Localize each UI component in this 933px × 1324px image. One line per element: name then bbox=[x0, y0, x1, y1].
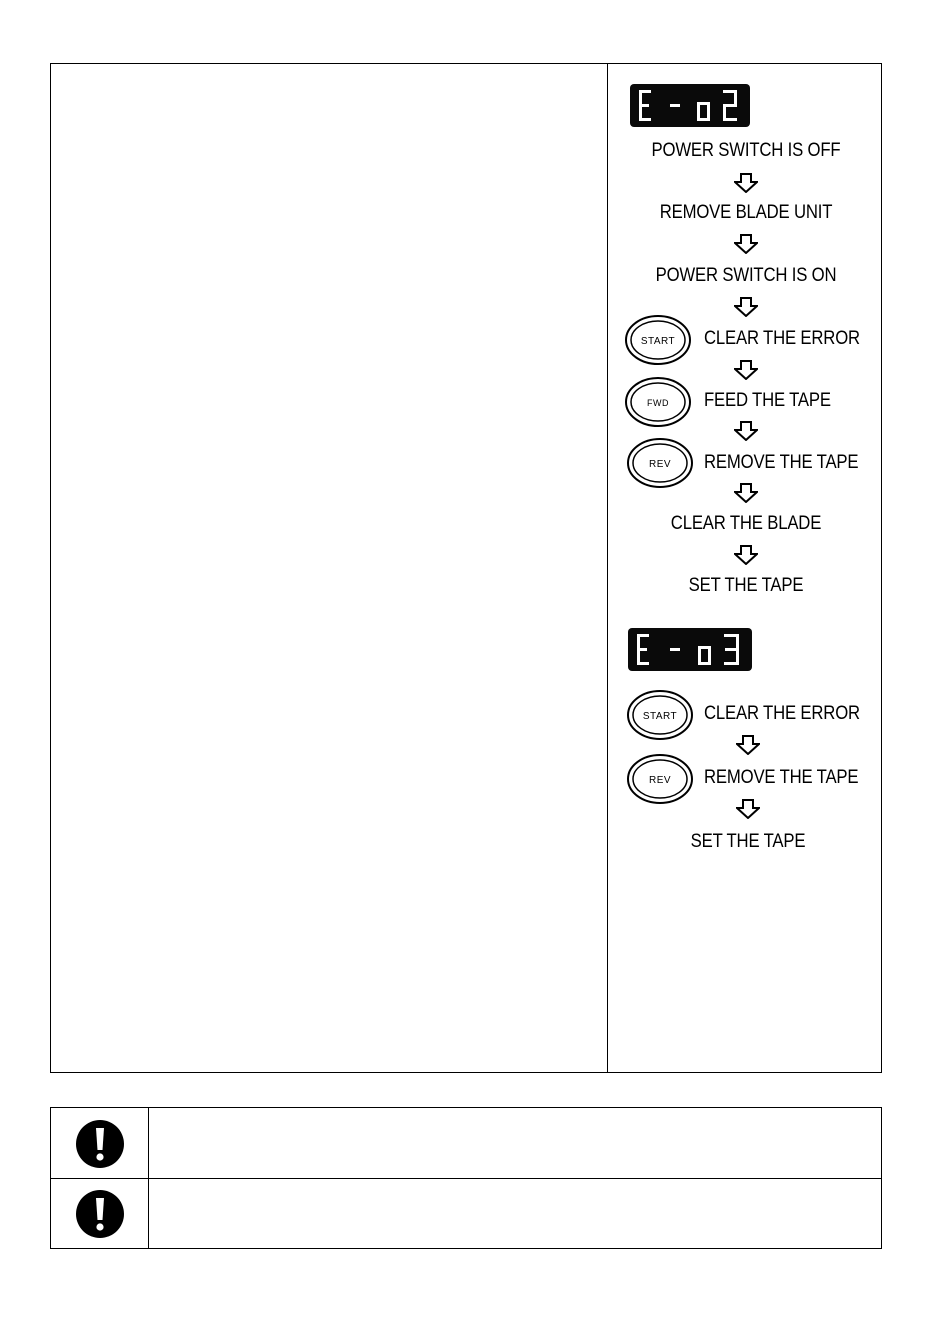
arrow-down-icon bbox=[736, 735, 760, 755]
note-icon-cell bbox=[51, 1108, 149, 1178]
arrow-down-icon bbox=[736, 799, 760, 819]
procedure-flow-cell bbox=[608, 64, 881, 1072]
start-key-icon bbox=[624, 314, 692, 366]
step-clear-error: CLEAR THE ERROR bbox=[704, 703, 860, 724]
arrow-down-icon bbox=[734, 421, 758, 441]
error-display-e02 bbox=[630, 84, 750, 127]
note-row bbox=[51, 1178, 881, 1248]
exclamation-circle-icon bbox=[75, 1119, 125, 1169]
step-remove-tape: REMOVE THE TAPE bbox=[704, 452, 859, 473]
rev-key-label: REV bbox=[648, 459, 672, 470]
arrow-down-icon bbox=[734, 234, 758, 254]
step-power-on: POWER SWITCH IS ON bbox=[655, 265, 837, 286]
arrow-down-icon bbox=[734, 483, 758, 503]
rev-key-icon bbox=[626, 753, 694, 805]
fwd-key-icon bbox=[624, 376, 692, 428]
fwd-key-label: FWD bbox=[647, 398, 669, 408]
step-clear-blade: CLEAR THE BLADE bbox=[670, 513, 822, 534]
arrow-down-icon bbox=[734, 173, 758, 193]
note-icon-cell bbox=[51, 1178, 149, 1248]
arrow-down-icon bbox=[734, 360, 758, 380]
step-remove-tape: REMOVE THE TAPE bbox=[704, 767, 859, 788]
seven-segment-e03-icon bbox=[628, 628, 752, 671]
start-key-label: START bbox=[642, 711, 678, 722]
note-row bbox=[51, 1108, 881, 1179]
error-display-e03 bbox=[628, 628, 752, 671]
step-clear-error: CLEAR THE ERROR bbox=[704, 328, 860, 349]
arrow-down-icon bbox=[734, 297, 758, 317]
step-remove-blade: REMOVE BLADE UNIT bbox=[659, 202, 833, 223]
step-feed-tape: FEED THE TAPE bbox=[704, 390, 831, 411]
error-procedure-table bbox=[50, 63, 882, 1073]
exclamation-circle-icon bbox=[75, 1189, 125, 1239]
rev-key-icon bbox=[626, 437, 694, 489]
description-cell bbox=[51, 64, 608, 1072]
start-key-icon bbox=[626, 689, 694, 741]
step-set-tape: SET THE TAPE bbox=[688, 575, 804, 596]
arrow-down-icon bbox=[734, 545, 758, 565]
start-key-label: START bbox=[640, 336, 676, 347]
notes-table bbox=[50, 1107, 882, 1249]
rev-key-label: REV bbox=[648, 775, 672, 786]
seven-segment-e02-icon bbox=[630, 84, 750, 127]
step-power-off: POWER SWITCH IS OFF bbox=[651, 140, 841, 161]
step-set-tape: SET THE TAPE bbox=[690, 831, 806, 852]
